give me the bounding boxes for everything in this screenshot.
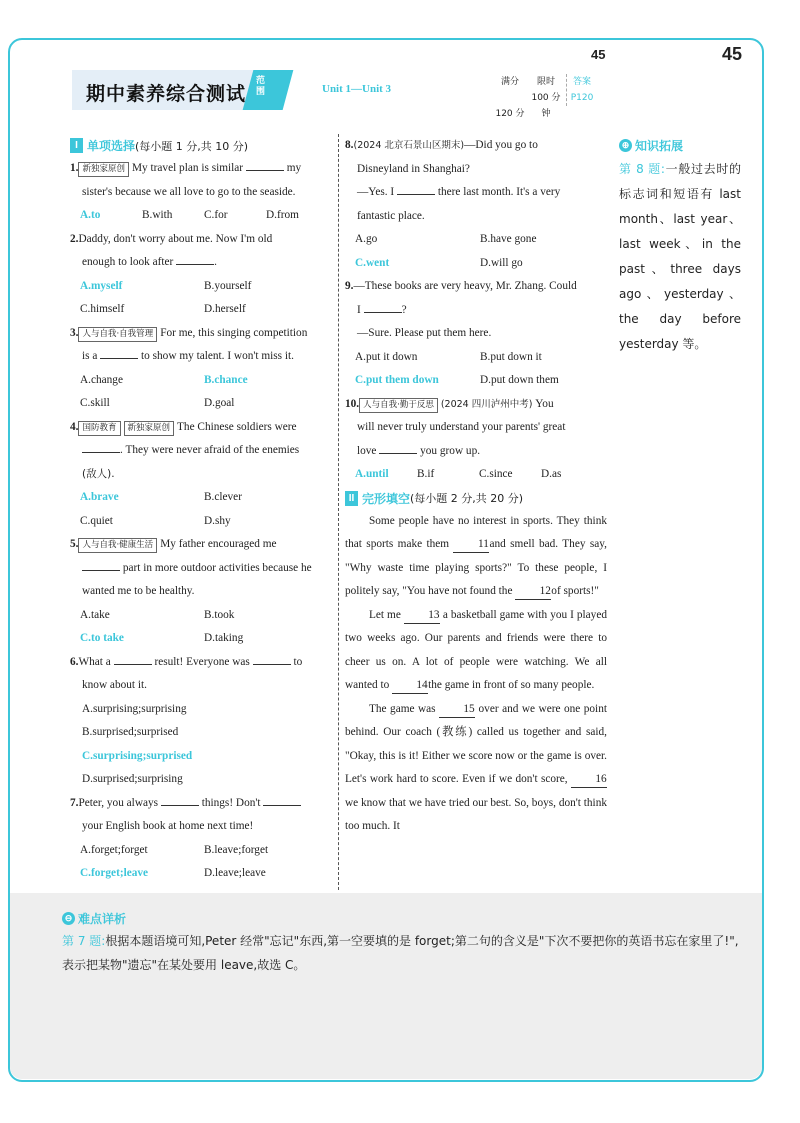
cloze-text: and smell bad. They say, "Why waste time playing sports?" To these people, I politely say, "You have not found the (345, 538, 607, 597)
plus-icon: ⊕ (619, 139, 632, 152)
option-row (70, 369, 328, 393)
question-badge: 新独家原创 (78, 162, 129, 177)
question-4 (70, 416, 328, 534)
option-d: D.herself (204, 303, 246, 315)
question-stem: —Sure. Please put them here. (357, 327, 492, 339)
answer-ref (566, 74, 597, 106)
question-2 (70, 228, 328, 322)
question-stem: will never truly understand your parents' great (357, 421, 566, 433)
cloze-text: of sports!" (551, 585, 599, 597)
question-badge: 人与自我·勤于反思 (359, 398, 438, 413)
difficulty-text: 根据本题语境可知,Peter 经常"忘记"东西,第一空要填的是 forget;第二句的含义是"下次不要把你的英语书忘在家里了!",表示把某物"遗忘"在某处要用 leave,故选 C。 (62, 934, 739, 972)
answer-page: P120 (570, 93, 594, 103)
option-a: A.go (355, 233, 378, 245)
difficulty-title: 难点详析 (78, 912, 127, 926)
time-limit-label: 限时 (536, 77, 555, 87)
option-c: C.quiet (80, 514, 113, 527)
option-row (345, 252, 607, 276)
minus-icon: ⊖ (62, 912, 75, 925)
option-row (70, 862, 328, 886)
cloze-blank-12: 12 (515, 583, 551, 600)
option-a: A.to (80, 209, 101, 221)
cloze-text: we know that we have tried our best. So, boys, don't think too much. It (345, 796, 607, 832)
question-number: 7. (70, 796, 79, 809)
option-row (70, 204, 328, 228)
question-number: 2. (70, 232, 79, 245)
option-d: D.goal (204, 397, 235, 409)
option-row (70, 298, 328, 322)
answer-blank (82, 557, 120, 571)
cloze-blank-14: 14 (392, 677, 428, 694)
option-b: B.put down it (480, 350, 542, 363)
cloze-blank-11: 11 (453, 536, 489, 553)
cloze-passage (345, 510, 607, 839)
extension-heading (619, 134, 741, 157)
question-stem: to show my talent. I won't miss it. (141, 350, 295, 362)
question-number: 3. (70, 326, 79, 339)
question-number: 6. (70, 655, 79, 668)
question-stem: to (293, 655, 303, 668)
range-tag: 范围 (256, 76, 266, 97)
question-9 (345, 275, 607, 393)
column-middle (345, 134, 607, 839)
answer-blank (379, 440, 417, 454)
answer-blank (397, 181, 435, 195)
option-a: A.take (80, 608, 110, 621)
question-3 (70, 322, 328, 416)
option-d: D.will go (480, 256, 523, 269)
option-c: C.forget;leave (80, 867, 149, 879)
question-badge: 国防教育 (78, 421, 120, 436)
option-row (70, 604, 328, 628)
question-number: 5. (70, 538, 79, 550)
section-heading-2 (345, 487, 607, 510)
option-b: B.yourself (204, 279, 252, 292)
question-stem: For me, this singing competition (160, 326, 308, 339)
question-badge: 新独家原创 (124, 421, 175, 436)
option-row (70, 839, 328, 863)
cloze-text: Some people have no interest in sports. They think that sports make them (345, 514, 607, 550)
difficulty-section (62, 910, 742, 977)
test-header (72, 70, 602, 119)
option-c: C.skill (80, 397, 110, 409)
option-c: C.put them down (355, 374, 439, 386)
option-c: C.himself (80, 303, 125, 315)
option-d: D.surprised;surprising (82, 773, 183, 785)
section-heading-1 (70, 134, 328, 157)
question-stem: things! Don't (201, 796, 261, 809)
answer-label: 答案 (572, 77, 591, 87)
answer-blank (263, 792, 301, 806)
question-stem: part in more outdoor activities because he (122, 561, 312, 574)
question-number: 10. (345, 397, 360, 410)
answer-blank (364, 299, 402, 313)
cloze-paragraph-2 (345, 604, 607, 698)
question-stem: What a (78, 655, 111, 668)
option-row (70, 510, 328, 534)
question-10 (345, 393, 607, 487)
question-stem: your English book at home next time! (82, 820, 254, 832)
option-b: B.have gone (480, 233, 537, 245)
answer-blank (253, 651, 291, 665)
answer-blank (114, 651, 152, 665)
option-c: C.surprising;surprised (82, 749, 193, 762)
test-info (492, 74, 564, 122)
cloze-text: over and we were one point behind. Our coach (教练) called us together and said, "Okay, this is it! Either we score now or the game is over. Let's work hard to score. Even if we don't score, (345, 702, 607, 785)
difficulty-label: 第 7 题: (62, 934, 106, 948)
page-number-big: 45 (722, 44, 743, 64)
question-stem: . They were never afraid of the enemies (120, 444, 300, 456)
question-6 (70, 651, 328, 792)
option-b: B.if (417, 468, 435, 480)
cloze-paragraph-3 (345, 698, 607, 839)
question-stem: Disneyland in Shanghai? (357, 162, 470, 175)
section-number: II (345, 491, 358, 506)
question-stem: —Did you go to (464, 139, 538, 151)
test-title: 期中素养综合测试 (86, 83, 247, 105)
option-row (345, 463, 607, 487)
answer-blank (246, 157, 284, 171)
question-stem: fantastic place. (357, 209, 425, 222)
answer-blank (100, 345, 138, 359)
option-a: A.put it down (355, 350, 418, 363)
option-b: B.took (204, 608, 235, 621)
question-number: 1. (70, 162, 79, 174)
question-stem: You (535, 397, 554, 410)
option-d: D.put down them (480, 374, 559, 386)
cloze-blank-16: 16 (571, 771, 607, 788)
question-stem: result! Everyone was (154, 655, 250, 668)
question-stem: . (214, 256, 217, 268)
question-stem: Daddy, don't worry about me. Now I'm old (78, 232, 273, 245)
option-b: B.surprised;surprised (82, 726, 179, 738)
question-stem: Peter, you always (78, 796, 159, 809)
question-stem: sister's because we all love to go to the seaside. (82, 185, 296, 198)
question-stem: —These books are very heavy, Mr. Zhang. Could (353, 280, 577, 292)
option-b: B.chance (204, 373, 248, 386)
page-number-small: 45 (591, 47, 606, 62)
option-a: A.until (355, 468, 389, 480)
option-a: A.brave (80, 491, 119, 503)
question-badge: 人与自我·健康生活 (78, 538, 157, 553)
extension-body (619, 157, 741, 357)
extension-title: 知识拓展 (635, 139, 684, 153)
full-score-label: 满分 (500, 77, 519, 87)
section-title: 完形填空 (362, 491, 411, 506)
option-row (70, 627, 328, 651)
question-stem: (敌人). (82, 467, 115, 480)
question-number: 4. (70, 420, 79, 433)
question-stem: know about it. (82, 679, 147, 691)
question-source: (2024 四川泸州中考) (440, 398, 533, 410)
option-a: A.myself (80, 279, 123, 292)
option-b: B.leave;forget (204, 843, 269, 856)
answer-blank (176, 251, 214, 265)
option-row (70, 275, 328, 299)
answer-blank (82, 439, 120, 453)
option-d: D.as (541, 468, 562, 480)
option-row (70, 392, 328, 416)
time-limit-value: 100 分钟 (531, 93, 561, 119)
question-stem: The Chinese soldiers were (177, 420, 297, 433)
cloze-text: The game was (369, 702, 436, 715)
extension-text: 一般过去时的标志词和短语有 last month、last year、last week、in the past、three days ago、yesterday、the day before yesterday 等。 (619, 162, 741, 351)
column-divider (338, 134, 339, 890)
section-note: (每小题 1 分,共 10 分) (135, 139, 249, 153)
difficulty-body (62, 929, 742, 977)
question-stem: —Yes. I (357, 186, 395, 198)
question-stem: My father encouraged me (160, 538, 277, 550)
option-d: D.leave;leave (204, 867, 266, 879)
option-row (345, 346, 607, 370)
cloze-blank-13: 13 (404, 607, 440, 624)
question-7 (70, 792, 328, 886)
question-stem: love (357, 444, 377, 457)
option-c: C.since (479, 468, 513, 480)
option-a: A.forget;forget (80, 843, 148, 856)
extension-label: 第 8 题: (619, 162, 665, 176)
option-row (345, 228, 607, 252)
option-c: C.to take (80, 632, 124, 644)
option-d: D.shy (204, 514, 231, 527)
question-stem: you grow up. (420, 444, 481, 457)
question-stem: enough to look after (82, 256, 174, 268)
question-stem: My travel plan is similar (132, 162, 244, 174)
question-stem: wanted me to be healthy. (82, 585, 195, 597)
section-note: (每小题 2 分,共 20 分) (410, 492, 524, 505)
option-c: C.for (204, 209, 228, 221)
option-row (70, 486, 328, 510)
cloze-paragraph-1 (345, 510, 607, 604)
question-1 (70, 157, 328, 228)
option-b: B.with (142, 209, 173, 221)
option-b: B.clever (204, 491, 242, 503)
question-number: 8. (345, 139, 354, 151)
question-number: 9. (345, 280, 354, 292)
cloze-text: the game in front of so many people. (428, 679, 595, 691)
unit-range: Unit 1—Unit 3 (322, 83, 392, 95)
option-a: A.change (80, 373, 123, 386)
question-5 (70, 533, 328, 651)
question-badge: 人与自我·自我管理 (78, 327, 157, 342)
answer-blank (161, 792, 199, 806)
option-c: C.went (355, 256, 390, 269)
section-number: I (70, 138, 83, 153)
option-a: A.surprising;surprising (82, 702, 187, 715)
question-stem: ? (401, 303, 407, 316)
option-d: D.taking (204, 632, 244, 644)
option-row (345, 369, 607, 393)
title-box (72, 70, 262, 110)
column-right (619, 134, 741, 357)
question-source: (2024 北京石景山区期末) (353, 140, 465, 151)
option-d: D.from (266, 209, 299, 221)
difficulty-heading (62, 910, 742, 927)
column-left (70, 134, 328, 886)
cloze-text: a basketball game with you I played two weeks ago. Our parents and friends were there to cheer us on. A lot of people were watching. We all wanted to (345, 608, 607, 691)
question-stem: my (286, 162, 302, 174)
question-stem: I (357, 303, 361, 316)
section-title: 单项选择 (87, 139, 136, 153)
full-score-value: 120 分 (495, 109, 525, 119)
cloze-blank-15: 15 (439, 701, 475, 718)
question-stem: there last month. It's a very (437, 186, 561, 198)
cloze-text: Let me (369, 608, 401, 621)
question-stem: is a (82, 350, 98, 362)
question-8 (345, 134, 607, 275)
